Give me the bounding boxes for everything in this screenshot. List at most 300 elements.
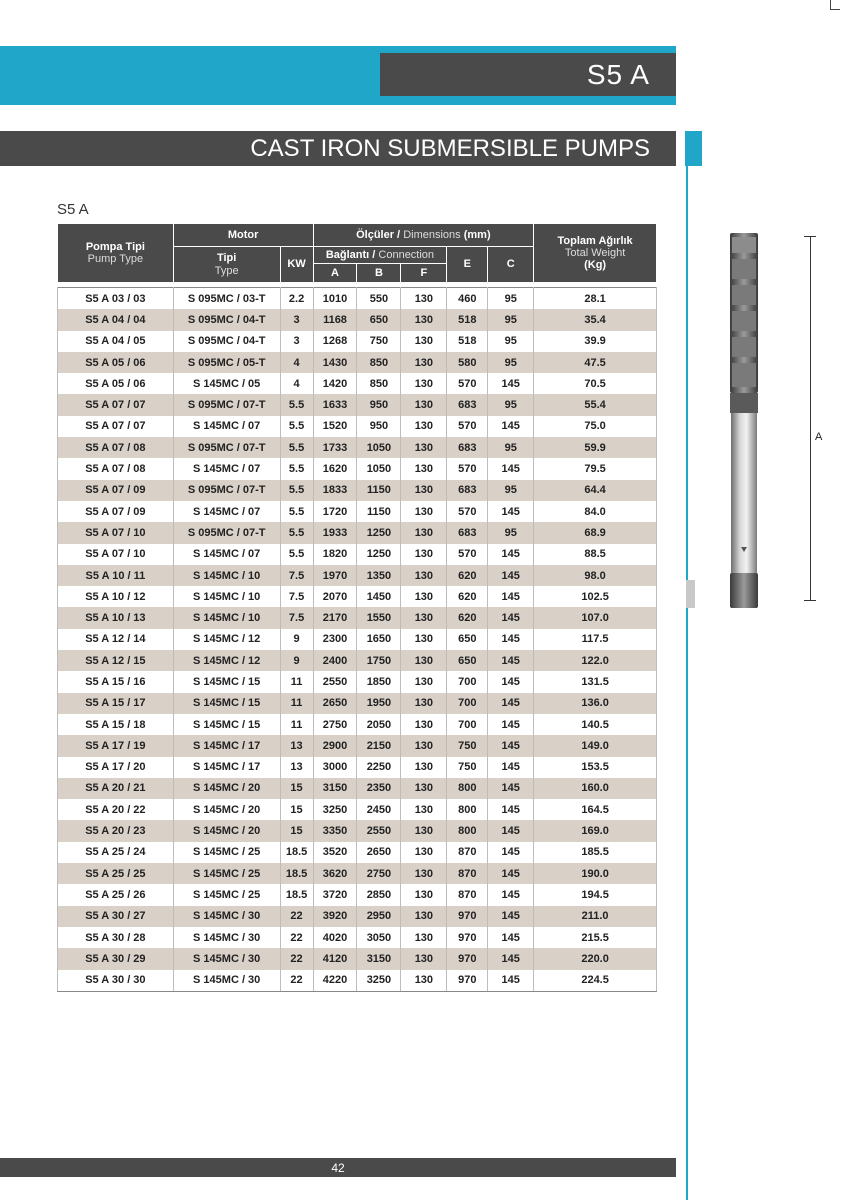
e-cell: 970 (447, 948, 488, 969)
c-cell: 145 (488, 693, 534, 714)
table-row (58, 288, 657, 310)
weight-cell: 136.0 (534, 693, 657, 714)
a-cell: 3000 (313, 757, 357, 778)
kw-cell: 22 (280, 927, 313, 948)
weight-header-unit: (Kg) (584, 259, 607, 272)
b-cell: 850 (357, 373, 401, 394)
kw-cell: 5.5 (280, 501, 313, 522)
pump-type-header-tr: Pompa Tipi (85, 240, 145, 253)
pump-type-header-en: Pump Type (87, 253, 144, 265)
b-cell: 3050 (357, 927, 401, 948)
e-cell: 570 (447, 373, 488, 394)
motor-type-cell: S 145MC / 15 (173, 714, 280, 735)
pump-type-cell: S5 A 15 / 18 (58, 714, 174, 735)
table-row (58, 970, 657, 992)
weight-cell: 190.0 (534, 863, 657, 884)
a-cell: 1620 (313, 458, 357, 479)
motor-type-cell: S 145MC / 30 (173, 927, 280, 948)
b-cell: 2850 (357, 884, 401, 905)
a-cell: 4020 (313, 927, 357, 948)
weight-cell: 211.0 (534, 906, 657, 927)
pump-type-cell: S5 A 10 / 13 (58, 607, 174, 628)
c-cell: 145 (488, 671, 534, 692)
pump-type-cell: S5 A 07 / 07 (58, 394, 174, 415)
motor-type-header-tr: Tipi (216, 252, 237, 265)
connection-header (313, 247, 447, 264)
kw-cell: 15 (280, 820, 313, 841)
e-cell: 460 (447, 288, 488, 310)
kw-cell: 15 (280, 799, 313, 820)
e-cell: 518 (447, 309, 488, 330)
pump-type-cell: S5 A 07 / 08 (58, 437, 174, 458)
a-cell: 2400 (313, 650, 357, 671)
motor-type-cell: S 095MC / 03-T (173, 288, 280, 310)
table-row (58, 458, 657, 479)
a-cell: 1430 (313, 352, 357, 373)
b-header: B (357, 264, 401, 283)
table-row (58, 416, 657, 437)
motor-type-cell: S 145MC / 25 (173, 842, 280, 863)
weight-cell: 75.0 (534, 416, 657, 437)
weight-cell: 102.5 (534, 586, 657, 607)
motor-type-cell: S 095MC / 04-T (173, 331, 280, 352)
c-cell: 95 (488, 288, 534, 310)
f-cell: 130 (401, 352, 447, 373)
weight-cell: 131.5 (534, 671, 657, 692)
specs-table-body (58, 288, 657, 992)
e-cell: 683 (447, 522, 488, 543)
motor-type-cell: S 145MC / 30 (173, 948, 280, 969)
weight-cell: 160.0 (534, 778, 657, 799)
table-row (58, 778, 657, 799)
a-cell: 2300 (313, 629, 357, 650)
title-bar (0, 131, 676, 166)
a-cell: 1820 (313, 544, 357, 565)
b-cell: 1250 (357, 522, 401, 543)
table-row (58, 544, 657, 565)
c-cell: 145 (488, 757, 534, 778)
b-cell: 2250 (357, 757, 401, 778)
a-cell: 1168 (313, 309, 357, 330)
a-cell: 4120 (313, 948, 357, 969)
a-cell: 1933 (313, 522, 357, 543)
weight-cell: 55.4 (534, 394, 657, 415)
a-cell: 2750 (313, 714, 357, 735)
e-cell: 750 (447, 735, 488, 756)
table-row (58, 842, 657, 863)
kw-cell: 22 (280, 970, 313, 992)
pump-type-cell: S5 A 12 / 15 (58, 650, 174, 671)
e-cell: 683 (447, 437, 488, 458)
e-cell: 570 (447, 458, 488, 479)
f-cell: 130 (401, 373, 447, 394)
a-cell: 3250 (313, 799, 357, 820)
kw-cell: 15 (280, 778, 313, 799)
f-cell: 130 (401, 842, 447, 863)
motor-type-cell: S 145MC / 17 (173, 735, 280, 756)
motor-type-cell: S 145MC / 07 (173, 544, 280, 565)
f-cell: 130 (401, 693, 447, 714)
e-cell: 700 (447, 693, 488, 714)
table-row (58, 927, 657, 948)
pump-type-cell: S5 A 20 / 22 (58, 799, 174, 820)
table-row (58, 629, 657, 650)
f-cell: 130 (401, 501, 447, 522)
table-row (58, 714, 657, 735)
a-cell: 2900 (313, 735, 357, 756)
pump-type-cell: S5 A 05 / 06 (58, 373, 174, 394)
kw-header: KW (280, 247, 313, 283)
b-cell: 2750 (357, 863, 401, 884)
a-cell: 3350 (313, 820, 357, 841)
pump-type-cell: S5 A 07 / 09 (58, 501, 174, 522)
c-cell: 145 (488, 884, 534, 905)
f-cell: 130 (401, 437, 447, 458)
weight-cell: 153.5 (534, 757, 657, 778)
e-cell: 870 (447, 863, 488, 884)
c-cell: 145 (488, 714, 534, 735)
table-row (58, 735, 657, 756)
motor-type-cell: S 145MC / 25 (173, 863, 280, 884)
weight-cell: 220.0 (534, 948, 657, 969)
specs-table (57, 223, 657, 992)
pump-type-cell: S5 A 07 / 07 (58, 416, 174, 437)
pump-type-cell: S5 A 07 / 10 (58, 544, 174, 565)
a-cell: 3620 (313, 863, 357, 884)
motor-type-header-en: Type (214, 264, 239, 277)
e-cell: 650 (447, 650, 488, 671)
section-label: S5 A (57, 201, 89, 218)
pump-type-cell: S5 A 20 / 21 (58, 778, 174, 799)
weight-cell: 164.5 (534, 799, 657, 820)
f-cell: 130 (401, 522, 447, 543)
kw-cell: 5.5 (280, 544, 313, 565)
table-row (58, 309, 657, 330)
kw-cell: 13 (280, 757, 313, 778)
kw-cell: 18.5 (280, 863, 313, 884)
a-cell: 3520 (313, 842, 357, 863)
page-title: CAST IRON SUBMERSIBLE PUMPS (250, 134, 650, 162)
c-cell: 145 (488, 650, 534, 671)
pump-type-cell: S5 A 30 / 29 (58, 948, 174, 969)
weight-cell: 169.0 (534, 820, 657, 841)
kw-cell: 13 (280, 735, 313, 756)
c-cell: 145 (488, 799, 534, 820)
c-cell: 145 (488, 735, 534, 756)
weight-cell: 70.5 (534, 373, 657, 394)
e-cell: 870 (447, 842, 488, 863)
f-cell: 130 (401, 778, 447, 799)
f-header: F (401, 264, 447, 283)
b-cell: 750 (357, 331, 401, 352)
c-cell: 145 (488, 373, 534, 394)
connection-header-en: Connection (378, 248, 435, 261)
f-cell: 130 (401, 309, 447, 330)
c-cell: 145 (488, 607, 534, 628)
weight-cell: 47.5 (534, 352, 657, 373)
pump-illustration (728, 233, 760, 608)
e-cell: 800 (447, 778, 488, 799)
weight-cell: 64.4 (534, 480, 657, 501)
weight-header-en: Total Weight (564, 246, 626, 259)
motor-type-header (173, 247, 280, 283)
c-cell: 145 (488, 458, 534, 479)
b-cell: 950 (357, 394, 401, 415)
c-cell: 145 (488, 586, 534, 607)
a-cell: 2170 (313, 607, 357, 628)
motor-type-cell: S 145MC / 10 (173, 565, 280, 586)
weight-cell: 28.1 (534, 288, 657, 310)
e-cell: 970 (447, 927, 488, 948)
motor-type-cell: S 145MC / 20 (173, 799, 280, 820)
table-row (58, 884, 657, 905)
c-cell: 145 (488, 778, 534, 799)
b-cell: 1350 (357, 565, 401, 586)
f-cell: 130 (401, 927, 447, 948)
b-cell: 2350 (357, 778, 401, 799)
b-cell: 2050 (357, 714, 401, 735)
pump-type-cell: S5 A 15 / 16 (58, 671, 174, 692)
dimensions-header (313, 224, 534, 247)
connection-header-tr: Bağlantı / (325, 248, 376, 261)
table-row (58, 948, 657, 969)
f-cell: 130 (401, 757, 447, 778)
pump-type-cell: S5 A 03 / 03 (58, 288, 174, 310)
pump-type-cell: S5 A 04 / 04 (58, 309, 174, 330)
dimensions-header-unit: (mm) (463, 228, 491, 241)
dimensions-header-tr: Ölçüler / (356, 228, 401, 241)
e-header: E (447, 247, 488, 283)
motor-type-cell: S 095MC / 05-T (173, 352, 280, 373)
a-cell: 1733 (313, 437, 357, 458)
table-row (58, 799, 657, 820)
table-row (58, 693, 657, 714)
motor-type-cell: S 095MC / 07-T (173, 394, 280, 415)
kw-cell: 5.5 (280, 394, 313, 415)
f-cell: 130 (401, 906, 447, 927)
e-cell: 870 (447, 884, 488, 905)
b-cell: 2650 (357, 842, 401, 863)
pump-type-cell: S5 A 17 / 20 (58, 757, 174, 778)
a-cell: 1720 (313, 501, 357, 522)
motor-type-cell: S 095MC / 07-T (173, 480, 280, 501)
table-row (58, 607, 657, 628)
motor-type-cell: S 145MC / 07 (173, 501, 280, 522)
f-cell: 130 (401, 671, 447, 692)
motor-type-cell: S 145MC / 25 (173, 884, 280, 905)
weight-cell: 122.0 (534, 650, 657, 671)
c-cell: 95 (488, 352, 534, 373)
c-cell: 145 (488, 906, 534, 927)
c-cell: 145 (488, 565, 534, 586)
dimension-tick (804, 600, 816, 601)
f-cell: 130 (401, 288, 447, 310)
b-cell: 2450 (357, 799, 401, 820)
a-cell: 1970 (313, 565, 357, 586)
kw-cell: 3 (280, 309, 313, 330)
motor-type-cell: S 145MC / 12 (173, 650, 280, 671)
c-cell: 145 (488, 927, 534, 948)
b-cell: 550 (357, 288, 401, 310)
motor-type-cell: S 095MC / 07-T (173, 522, 280, 543)
kw-cell: 5.5 (280, 437, 313, 458)
dimension-tick (804, 236, 816, 237)
kw-cell: 3 (280, 331, 313, 352)
f-cell: 130 (401, 331, 447, 352)
a-cell: 3150 (313, 778, 357, 799)
dimension-label: A (815, 431, 823, 443)
f-cell: 130 (401, 650, 447, 671)
kw-cell: 22 (280, 948, 313, 969)
weight-cell: 215.5 (534, 927, 657, 948)
table-row (58, 331, 657, 352)
f-cell: 130 (401, 799, 447, 820)
pump-type-cell: S5 A 07 / 09 (58, 480, 174, 501)
table-row (58, 586, 657, 607)
f-cell: 130 (401, 863, 447, 884)
e-cell: 970 (447, 970, 488, 992)
pump-type-cell: S5 A 15 / 17 (58, 693, 174, 714)
kw-cell: 5.5 (280, 480, 313, 501)
f-cell: 130 (401, 607, 447, 628)
weight-cell: 194.5 (534, 884, 657, 905)
f-cell: 130 (401, 586, 447, 607)
motor-type-cell: S 145MC / 07 (173, 416, 280, 437)
e-cell: 570 (447, 544, 488, 565)
c-cell: 145 (488, 544, 534, 565)
a-cell: 3920 (313, 906, 357, 927)
weight-cell: 149.0 (534, 735, 657, 756)
pump-type-cell: S5 A 04 / 05 (58, 331, 174, 352)
motor-type-cell: S 145MC / 05 (173, 373, 280, 394)
a-cell: 1633 (313, 394, 357, 415)
e-cell: 518 (447, 331, 488, 352)
weight-cell: 79.5 (534, 458, 657, 479)
side-rule (686, 166, 688, 1200)
weight-cell: 59.9 (534, 437, 657, 458)
kw-cell: 5.5 (280, 458, 313, 479)
e-cell: 570 (447, 501, 488, 522)
b-cell: 3250 (357, 970, 401, 992)
e-cell: 650 (447, 629, 488, 650)
model-code-box (380, 53, 676, 96)
motor-type-cell: S 145MC / 10 (173, 607, 280, 628)
a-cell: 2650 (313, 693, 357, 714)
table-row (58, 394, 657, 415)
c-cell: 145 (488, 842, 534, 863)
c-cell: 145 (488, 863, 534, 884)
f-cell: 130 (401, 884, 447, 905)
a-cell: 2550 (313, 671, 357, 692)
weight-header-tr: Toplam Ağırlık (557, 234, 633, 247)
table-row (58, 863, 657, 884)
pump-type-header (58, 224, 174, 283)
e-cell: 683 (447, 394, 488, 415)
kw-cell: 5.5 (280, 416, 313, 437)
dimension-line (810, 236, 811, 601)
e-cell: 620 (447, 586, 488, 607)
kw-cell: 7.5 (280, 607, 313, 628)
c-cell: 95 (488, 437, 534, 458)
motor-type-cell: S 145MC / 30 (173, 906, 280, 927)
a-cell: 4220 (313, 970, 357, 992)
e-cell: 620 (447, 607, 488, 628)
a-cell: 1010 (313, 288, 357, 310)
kw-cell: 18.5 (280, 884, 313, 905)
pump-type-cell: S5 A 10 / 12 (58, 586, 174, 607)
a-cell: 1520 (313, 416, 357, 437)
weight-cell: 140.5 (534, 714, 657, 735)
c-cell: 145 (488, 501, 534, 522)
c-cell: 95 (488, 522, 534, 543)
table-row (58, 373, 657, 394)
f-cell: 130 (401, 820, 447, 841)
c-cell: 95 (488, 331, 534, 352)
f-cell: 130 (401, 735, 447, 756)
a-header: A (313, 264, 357, 283)
b-cell: 2550 (357, 820, 401, 841)
b-cell: 1050 (357, 458, 401, 479)
f-cell: 130 (401, 394, 447, 415)
motor-type-cell: S 145MC / 17 (173, 757, 280, 778)
a-cell: 1420 (313, 373, 357, 394)
a-cell: 1833 (313, 480, 357, 501)
b-cell: 1650 (357, 629, 401, 650)
table-row (58, 820, 657, 841)
b-cell: 1750 (357, 650, 401, 671)
c-cell: 145 (488, 629, 534, 650)
b-cell: 1450 (357, 586, 401, 607)
e-cell: 800 (447, 799, 488, 820)
c-cell: 145 (488, 948, 534, 969)
e-cell: 683 (447, 480, 488, 501)
c-cell: 95 (488, 394, 534, 415)
c-cell: 145 (488, 820, 534, 841)
motor-type-cell: S 145MC / 20 (173, 820, 280, 841)
f-cell: 130 (401, 416, 447, 437)
a-cell: 1268 (313, 331, 357, 352)
b-cell: 1850 (357, 671, 401, 692)
kw-cell: 22 (280, 906, 313, 927)
f-cell: 130 (401, 948, 447, 969)
motor-type-cell: S 145MC / 10 (173, 586, 280, 607)
kw-cell: 7.5 (280, 586, 313, 607)
kw-cell: 11 (280, 714, 313, 735)
c-cell: 145 (488, 416, 534, 437)
table-row (58, 522, 657, 543)
pump-type-cell: S5 A 20 / 23 (58, 820, 174, 841)
weight-cell: 117.5 (534, 629, 657, 650)
e-cell: 580 (447, 352, 488, 373)
e-cell: 570 (447, 416, 488, 437)
table-row (58, 480, 657, 501)
motor-type-cell: S 145MC / 15 (173, 693, 280, 714)
weight-cell: 39.9 (534, 331, 657, 352)
e-cell: 700 (447, 671, 488, 692)
f-cell: 130 (401, 480, 447, 501)
weight-cell: 224.5 (534, 970, 657, 992)
a-cell: 3720 (313, 884, 357, 905)
kw-cell: 4 (280, 373, 313, 394)
b-cell: 1050 (357, 437, 401, 458)
b-cell: 950 (357, 416, 401, 437)
b-cell: 1150 (357, 501, 401, 522)
f-cell: 130 (401, 544, 447, 565)
crop-mark (830, 9, 840, 10)
f-cell: 130 (401, 458, 447, 479)
motor-type-cell: S 145MC / 07 (173, 458, 280, 479)
e-cell: 800 (447, 820, 488, 841)
